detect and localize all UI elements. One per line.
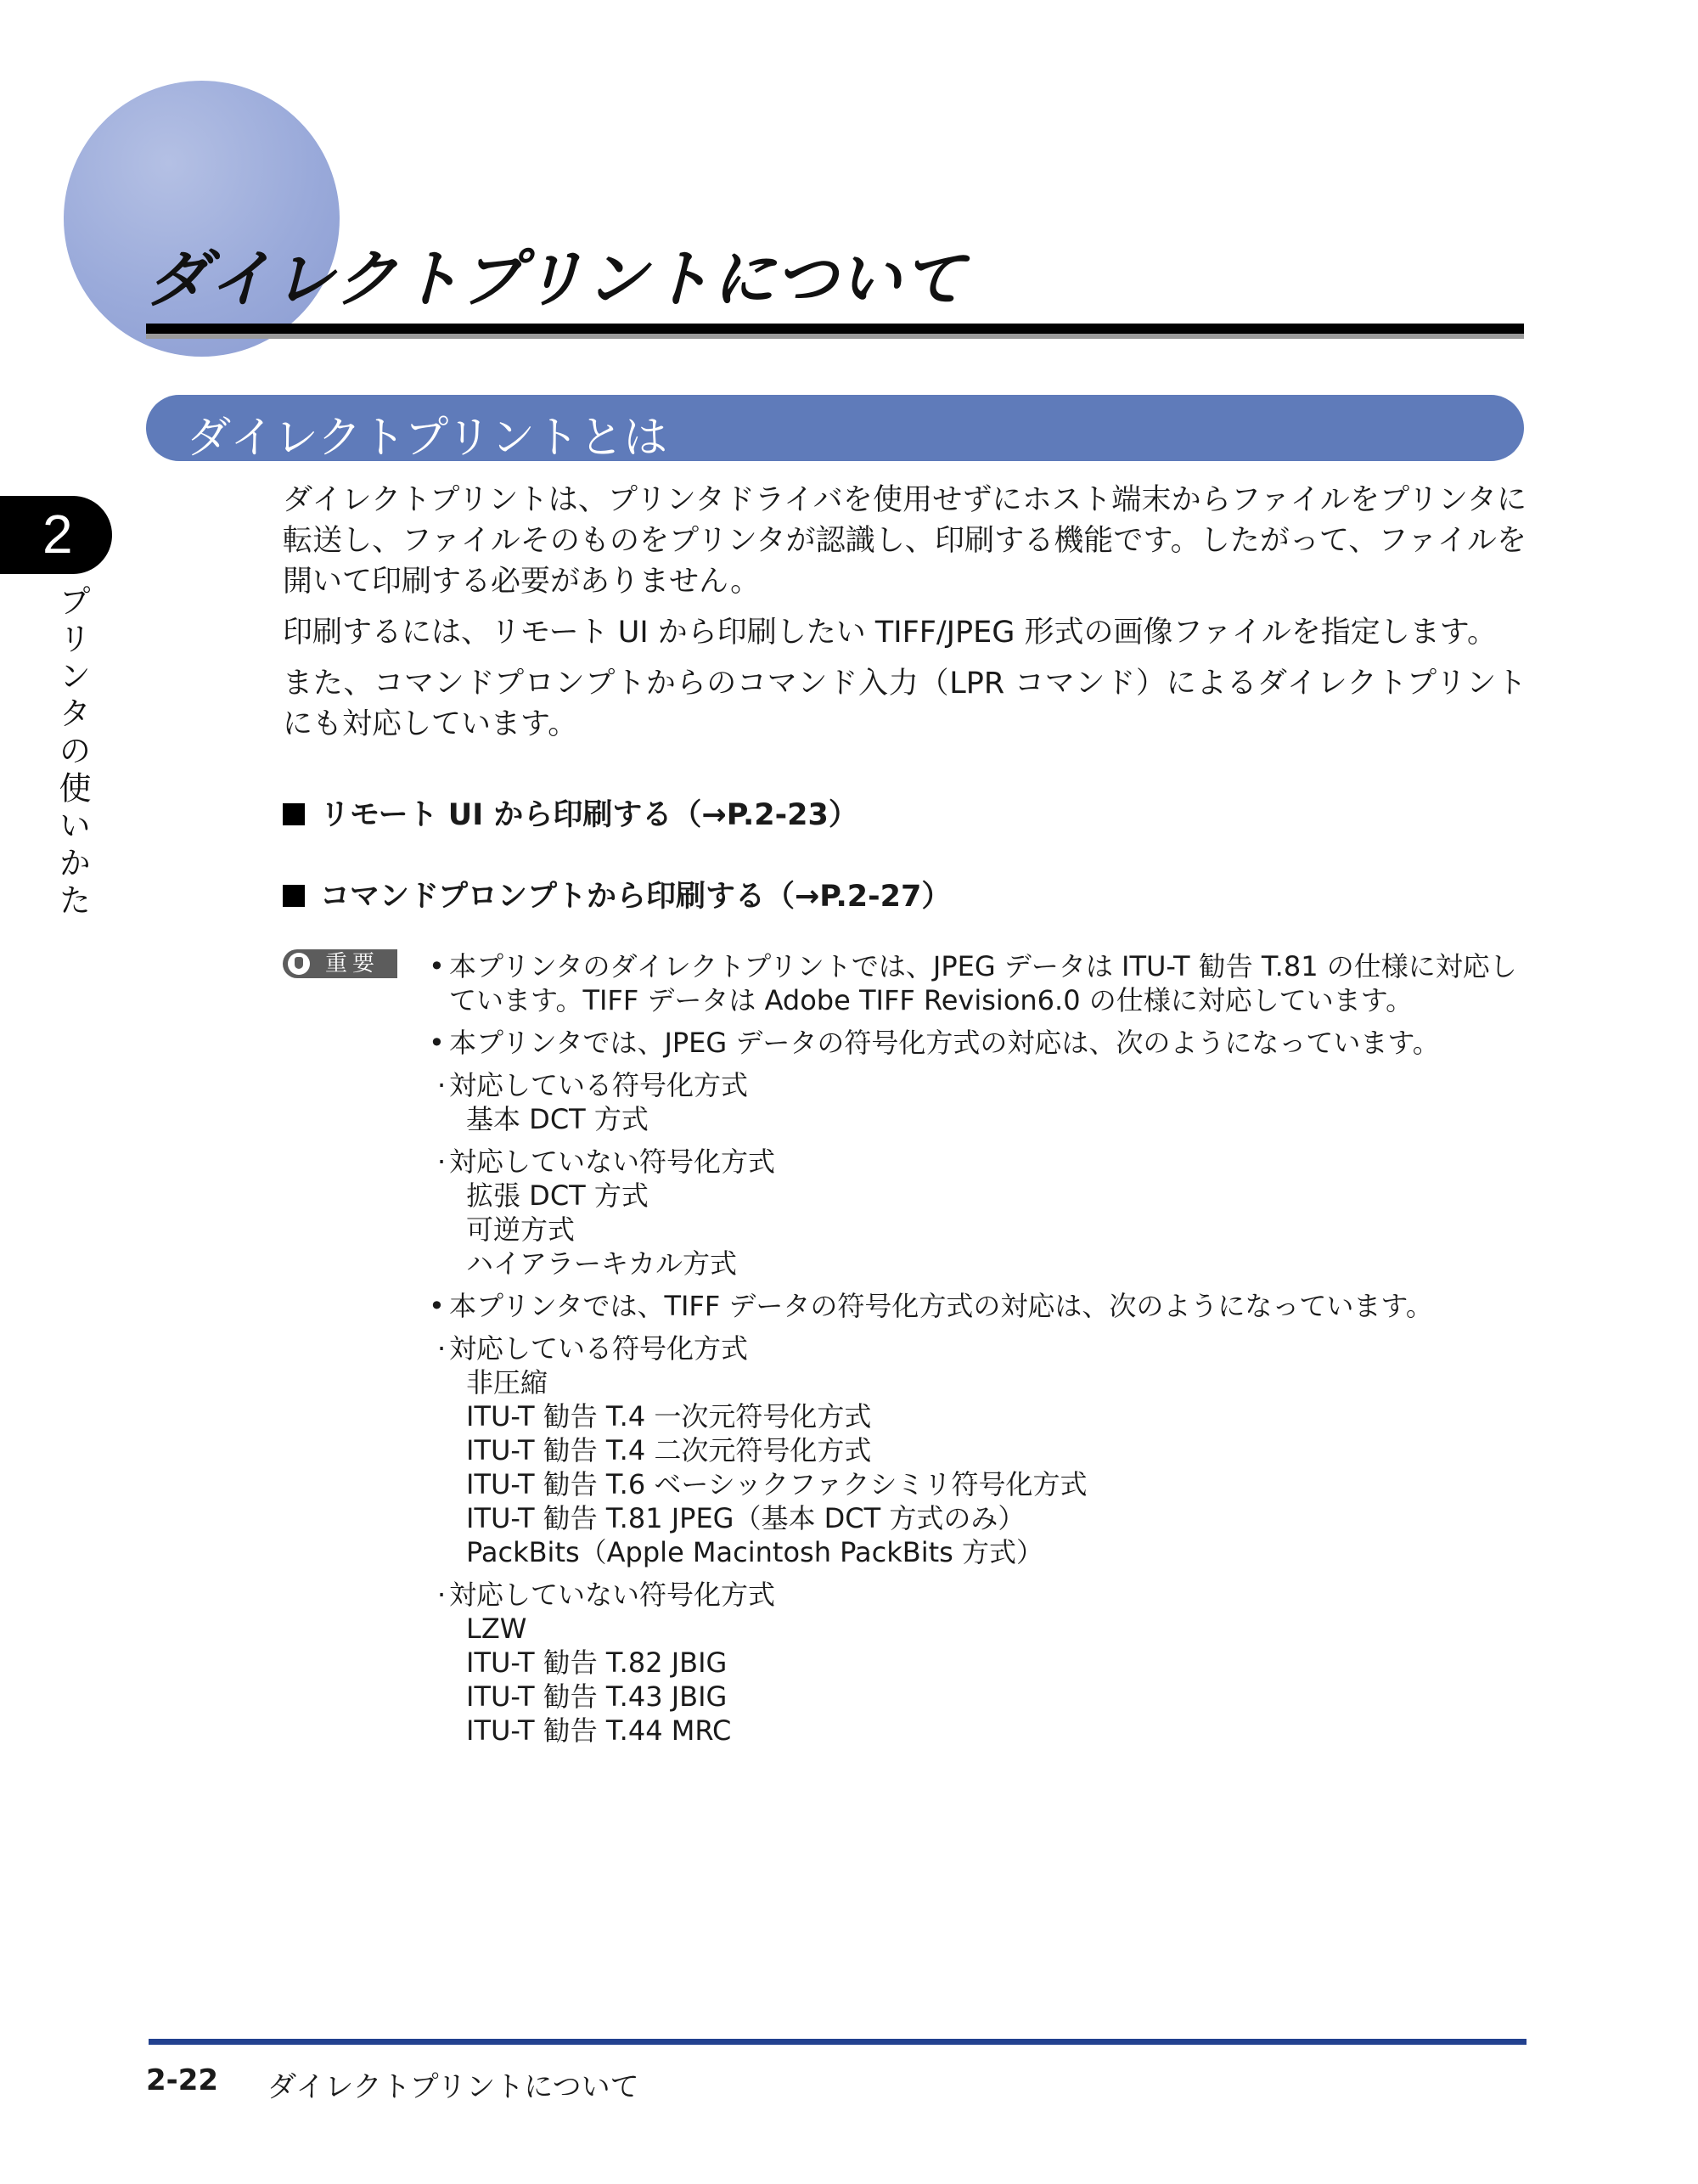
tiff-unsupported-label: · 対応していない符号化方式 <box>429 1578 1528 1612</box>
jpeg-supported-label: · 対応している符号化方式 <box>429 1068 1528 1102</box>
hand-stop-icon <box>288 953 310 975</box>
paragraph-remote-ui: 印刷するには、リモート UI から印刷したい TIFF/JPEG 形式の画像ファイルを指定します。 <box>283 616 1497 650</box>
list-item: ITU-T 勧告 T.81 JPEG（基本 DCT 方式のみ） <box>466 1502 1026 1534</box>
important-badge <box>283 949 397 978</box>
list-item: ハイアラーキカル方式 <box>466 1247 738 1280</box>
chapter-number: 2 <box>42 504 73 565</box>
important-notes <box>429 949 1528 1756</box>
tiff-supported-group <box>429 1331 1528 1569</box>
page-title: ダイレクトプリントについて <box>146 243 966 316</box>
jpeg-unsupported-group <box>429 1145 1528 1281</box>
list-item: ITU-T 勧告 T.44 MRC <box>466 1714 732 1747</box>
list-item: 可逆方式 <box>466 1213 576 1246</box>
chapter-tab <box>0 496 112 574</box>
title-underline <box>146 324 1524 339</box>
footer-page-number: 2-22 <box>146 2063 219 2097</box>
chapter-label: プリンタの使いかた <box>53 584 91 920</box>
footer-title: ダイレクトプリントについて <box>267 2070 639 2104</box>
list-item: 拡張 DCT 方式 <box>466 1179 649 1212</box>
jpeg-supported-group <box>429 1068 1528 1136</box>
section-title: ダイレクトプリントとは <box>187 413 668 464</box>
square-bullet-icon <box>283 885 305 907</box>
note-bullet-tiff: • 本プリンタでは、TIFF データの符号化方式の対応は、次のようになっています。 <box>429 1289 1528 1323</box>
footer-rule <box>149 2039 1527 2045</box>
tiff-unsupported-group <box>429 1578 1528 1748</box>
section-body <box>283 480 1527 755</box>
list-item: PackBits（Apple Macintosh PackBits 方式） <box>466 1536 1043 1568</box>
note-bullet-spec: • 本プリンタのダイレクトプリントでは、JPEG データは ITU-T 勧告 T.81 の仕様に対応しています。TIFF データは Adobe TIFF Revision6.0 の仕様に対応しています。 <box>429 949 1528 1017</box>
ref-command-prompt-label: コマンドプロンプトから印刷する（→P.2-27） <box>320 880 952 914</box>
list-item: 非圧縮 <box>466 1366 548 1399</box>
ref-remote-ui-print <box>283 791 858 834</box>
list-item: 基本 DCT 方式 <box>466 1103 649 1135</box>
tiff-supported-label: · 対応している符号化方式 <box>429 1331 1528 1365</box>
important-label: 重要 <box>325 951 380 977</box>
list-item: ITU-T 勧告 T.82 JBIG <box>466 1646 728 1679</box>
list-item: ITU-T 勧告 T.43 JBIG <box>466 1680 728 1713</box>
note-bullet-jpeg: • 本プリンタでは、JPEG データの符号化方式の対応は、次のようになっています。 <box>429 1026 1528 1060</box>
list-item: ITU-T 勧告 T.4 二次元符号化方式 <box>466 1434 872 1466</box>
list-item: ITU-T 勧告 T.4 一次元符号化方式 <box>466 1400 872 1433</box>
jpeg-unsupported-label: · 対応していない符号化方式 <box>429 1145 1528 1179</box>
ref-command-prompt-print <box>283 873 951 915</box>
ref-remote-ui-label: リモート UI から印刷する（→P.2-23） <box>320 798 858 832</box>
paragraph-intro: ダイレクトプリントは、プリンタドライバを使用せずにホスト端末からファイルをプリンタに転送し、ファイルそのものをプリンタが認識し、印刷する機能です。したがって、ファイルを開いて印刷する必要がありません。 <box>283 483 1527 599</box>
square-bullet-icon <box>283 803 305 825</box>
list-item: LZW <box>466 1613 527 1645</box>
list-item: ITU-T 勧告 T.6 ベーシックファクシミリ符号化方式 <box>466 1468 1088 1500</box>
paragraph-lpr: また、コマンドプロンプトからのコマンド入力（LPR コマンド）によるダイレクトプリントにも対応しています。 <box>283 667 1527 741</box>
section-header-bar <box>146 395 1524 464</box>
